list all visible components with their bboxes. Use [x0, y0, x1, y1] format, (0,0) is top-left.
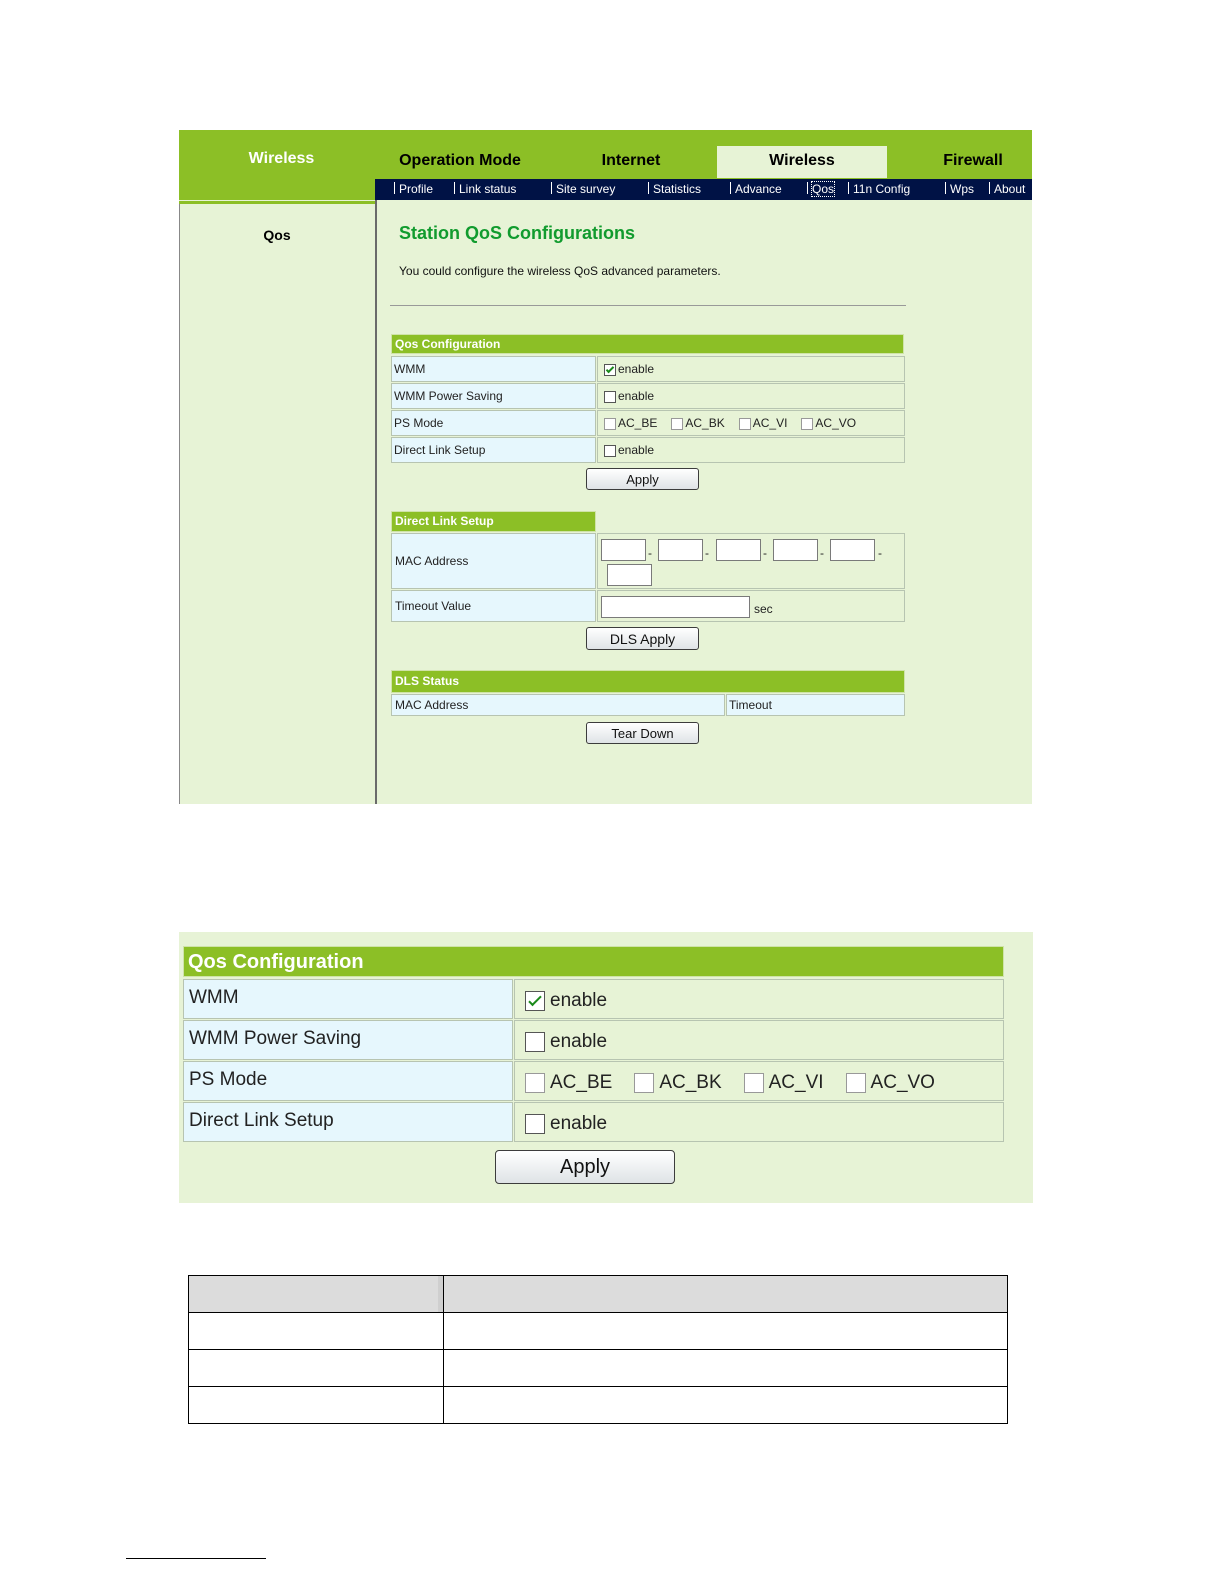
- table-cell: [189, 1350, 444, 1387]
- table-cell: [444, 1387, 1008, 1424]
- qos-config-header: Qos Configuration: [391, 334, 904, 354]
- zoom-wmm-power-saving-label: WMM Power Saving: [183, 1020, 513, 1060]
- dls-timeout-value: [597, 590, 905, 622]
- direct-link-setup-checkbox[interactable]: [604, 445, 616, 457]
- ps-mode-label: PS Mode: [391, 410, 596, 436]
- mac-separator: -: [763, 546, 767, 560]
- table-header-cell: [189, 1276, 444, 1313]
- mac-octet-6-input[interactable]: [607, 564, 652, 586]
- dls-header: Direct Link Setup: [391, 511, 596, 532]
- zoom-ps-ac-vi-label: AC_VI: [768, 1072, 824, 1093]
- zoom-ps-ac-vo-checkbox[interactable]: [846, 1073, 866, 1093]
- wmm-value: [597, 356, 905, 382]
- ps-ac-vi-checkbox[interactable]: [739, 418, 751, 430]
- direct-link-setup-label: Direct Link Setup: [391, 437, 596, 463]
- zoom-wmm-power-saving-enable-label: enable: [550, 1031, 608, 1052]
- ps-ac-bk-label: AC_BK: [685, 416, 725, 430]
- sidebar-border: [179, 204, 180, 804]
- zoom-ps-mode-value: [514, 1061, 1004, 1101]
- mac-octet-3-input[interactable]: [716, 539, 761, 561]
- subtab-advance[interactable]: Advance: [730, 179, 782, 200]
- page-description: You could configure the wireless QoS advanced parameters.: [399, 264, 721, 278]
- subtab-site-survey[interactable]: Site survey: [551, 179, 615, 200]
- zoom-ps-ac-vo-label: AC_VO: [870, 1072, 935, 1093]
- zoom-wmm-power-saving-value: [514, 1020, 1004, 1060]
- parameter-table: [188, 1275, 1008, 1424]
- mac-separator: -: [705, 546, 709, 560]
- sidebar-top-line: [179, 201, 376, 204]
- zoom-ps-ac-vi-checkbox[interactable]: [744, 1073, 764, 1093]
- wmm-power-saving-value: [597, 383, 905, 409]
- subtab-profile[interactable]: Profile: [394, 179, 433, 200]
- zoom-direct-link-setup-label: Direct Link Setup: [183, 1102, 513, 1142]
- mac-separator: -: [648, 546, 652, 560]
- tab-firewall[interactable]: Firewall: [943, 152, 1003, 169]
- zoom-ps-mode-label: PS Mode: [183, 1061, 513, 1101]
- subtab-about[interactable]: About: [989, 179, 1025, 200]
- zoom-ps-ac-bk-checkbox[interactable]: [634, 1073, 654, 1093]
- table-row: [189, 1313, 1008, 1350]
- table-cell: [444, 1313, 1008, 1350]
- apply-button[interactable]: Apply: [586, 468, 699, 490]
- router-config-screenshot: [179, 130, 1032, 804]
- table-row: [189, 1387, 1008, 1424]
- divider: [390, 305, 906, 306]
- zoom-direct-link-setup-checkbox[interactable]: [525, 1114, 545, 1134]
- subtab-qos[interactable]: Qos: [807, 179, 834, 200]
- subtab-11n-config[interactable]: 11n Config: [848, 179, 910, 200]
- dls-apply-button[interactable]: DLS Apply: [586, 627, 699, 650]
- wmm-enable-checkbox[interactable]: [604, 364, 616, 376]
- direct-link-setup-value: [597, 437, 905, 463]
- zoom-direct-link-setup-value: [514, 1102, 1004, 1142]
- table-header-cell: [444, 1276, 1008, 1313]
- tab-operation-mode[interactable]: Operation Mode: [399, 152, 521, 169]
- subtab-link-status[interactable]: Link status: [454, 179, 516, 200]
- mac-octet-2-input[interactable]: [658, 539, 703, 561]
- tear-down-button[interactable]: Tear Down: [586, 722, 699, 744]
- sidebar-title: Qos: [263, 227, 291, 243]
- zoom-wmm-power-saving-checkbox[interactable]: [525, 1032, 545, 1052]
- dls-status-col-mac: MAC Address: [391, 694, 725, 716]
- sub-nav-bar: [375, 179, 1032, 200]
- page-title: Station QoS Configurations: [399, 223, 635, 243]
- dls-status-col-timeout: Timeout: [726, 694, 905, 716]
- table-cell: [189, 1313, 444, 1350]
- wmm-enable-label: enable: [618, 362, 655, 376]
- dls-timeout-label: Timeout Value: [391, 590, 596, 622]
- zoom-apply-button[interactable]: Apply: [495, 1150, 675, 1184]
- subtab-statistics[interactable]: Statistics: [648, 179, 701, 200]
- mac-separator: -: [878, 546, 882, 560]
- timeout-unit: sec: [754, 602, 773, 616]
- zoom-ps-ac-be-checkbox[interactable]: [525, 1073, 545, 1093]
- ps-ac-vi-label: AC_VI: [752, 416, 788, 430]
- content-divider: [375, 200, 377, 804]
- tab-wireless[interactable]: Wireless: [717, 146, 887, 178]
- zoom-wmm-value: [514, 979, 1004, 1019]
- mac-separator: -: [820, 546, 824, 560]
- ps-ac-vo-label: AC_VO: [815, 416, 857, 430]
- wmm-power-saving-checkbox[interactable]: [604, 391, 616, 403]
- ps-ac-vo-checkbox[interactable]: [801, 418, 813, 430]
- dls-status-header: DLS Status: [391, 670, 905, 693]
- subtab-wps[interactable]: Wps: [945, 179, 974, 200]
- footnote-separator: [126, 1558, 266, 1559]
- zoom-ps-ac-bk-label: AC_BK: [659, 1072, 722, 1093]
- mac-octet-4-input[interactable]: [773, 539, 818, 561]
- table-cell: [189, 1387, 444, 1424]
- wmm-power-saving-label: WMM Power Saving: [391, 383, 596, 409]
- zoom-direct-link-setup-enable-label: enable: [550, 1113, 608, 1134]
- timeout-input[interactable]: [601, 596, 750, 618]
- wmm-power-saving-enable-label: enable: [618, 389, 655, 403]
- ps-ac-bk-checkbox[interactable]: [671, 418, 683, 430]
- qos-config-zoom-screenshot: [179, 932, 1033, 1203]
- ps-ac-be-checkbox[interactable]: [604, 418, 616, 430]
- table-row: [189, 1350, 1008, 1387]
- zoom-wmm-enable-label: enable: [550, 990, 608, 1011]
- wmm-label: WMM: [391, 356, 596, 382]
- dls-mac-label: MAC Address: [391, 533, 596, 589]
- zoom-ps-ac-be-label: AC_BE: [550, 1072, 613, 1093]
- tab-internet[interactable]: Internet: [601, 152, 661, 169]
- zoom-wmm-label: WMM: [183, 979, 513, 1019]
- mac-octet-5-input[interactable]: [830, 539, 875, 561]
- table-header-row: [189, 1276, 1008, 1313]
- mac-octet-1-input[interactable]: [601, 539, 646, 561]
- zoom-wmm-checkbox[interactable]: [525, 991, 545, 1011]
- table-cell: [444, 1350, 1008, 1387]
- ps-ac-be-label: AC_BE: [618, 416, 658, 430]
- brand-title: Wireless: [248, 150, 315, 167]
- ps-mode-value: [597, 410, 905, 436]
- dls-mac-value: [597, 533, 905, 589]
- zoom-qos-config-header: Qos Configuration: [183, 946, 1004, 977]
- direct-link-setup-enable-label: enable: [618, 443, 655, 457]
